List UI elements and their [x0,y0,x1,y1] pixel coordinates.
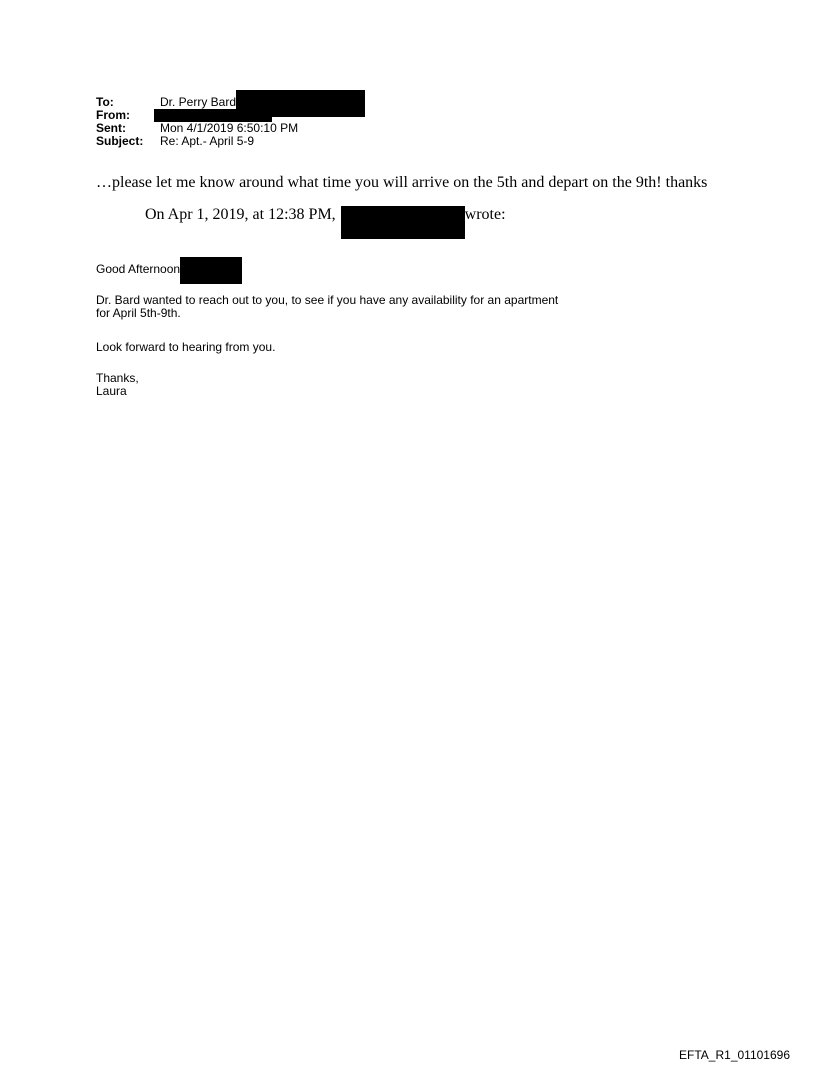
subject-row [96,135,365,148]
to-name: Dr. Perry Bard [160,95,237,109]
signature-name: Laura [96,384,127,398]
greeting-line [96,263,242,284]
request-line-2: for April 5th-9th. [96,306,181,320]
closing-text: Thanks, [96,371,139,385]
quote-attrib-suffix: wrote: [464,206,506,223]
followup-paragraph: Look forward to hearing from you. [96,340,276,354]
subject-value: Re: Apt.- April 5-9 [160,134,255,148]
greeting-text: Good Afternoon [96,262,181,276]
quote-attribution [145,206,506,239]
greeting-redaction [180,257,242,284]
closing-block [96,372,139,398]
to-row [96,96,365,109]
document-id: EFTA_R1_01101696 [679,1048,790,1062]
request-line-1: Dr. Bard wanted to reach out to you, to see if you have any availability for an apartment [96,293,559,307]
reply-text: …please let me know around what time you will arrive on the 5th and depart on the 9th! thanks [96,174,708,191]
request-paragraph [96,294,558,320]
quote-attrib-prefix: On Apr 1, 2019, at 12:38 PM, [145,206,336,223]
to-value [160,96,365,109]
email-header [96,96,365,148]
subject-label: Subject: [96,134,144,148]
sender-redaction [341,206,465,239]
from-label: From: [96,108,130,122]
sent-value: Mon 4/1/2019 6:50:10 PM [160,121,299,135]
to-label: To: [96,95,114,109]
sent-label: Sent: [96,121,126,135]
to-redaction [236,90,365,117]
